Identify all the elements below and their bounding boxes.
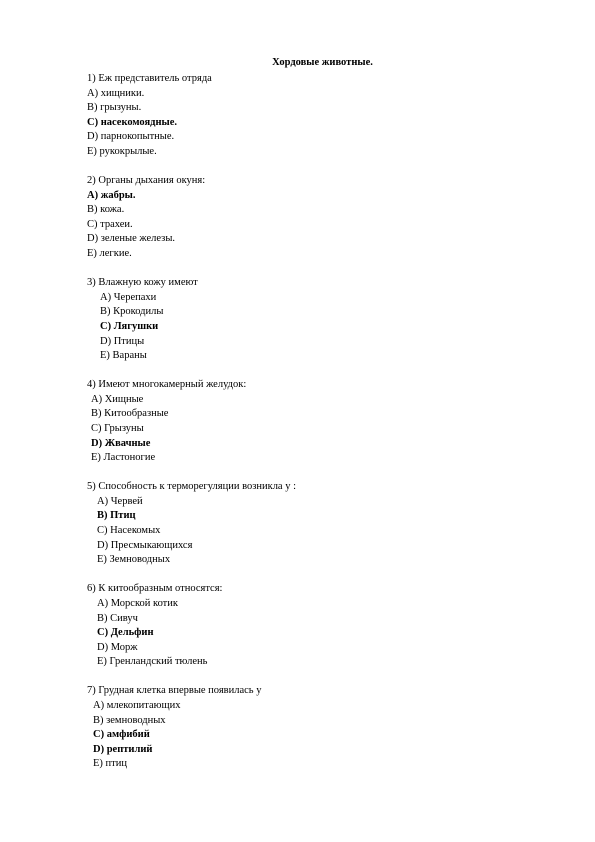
- answer-option-e: Е) легкие.: [87, 248, 132, 260]
- answer-option-b: В) кожа.: [87, 204, 125, 216]
- answer-option-e: Е) Ластоногие: [91, 452, 156, 464]
- answer-option-e: Е) Гренландский тюлень: [97, 656, 208, 668]
- answer-option-c: С) Лягушки: [100, 320, 159, 332]
- answer-option-a: А) Морской котик: [97, 597, 178, 609]
- answer-option-a: А) Черепахи: [100, 291, 157, 303]
- answer-option-b: В) земноводных: [93, 714, 166, 726]
- question-6: [87, 582, 547, 670]
- question-text: 6) К китообразным относятся:: [87, 583, 223, 595]
- question-1: [87, 72, 547, 160]
- question-text: 4) Имеют многокамерный желудок:: [87, 379, 247, 391]
- answer-option-d: D) Жвачные: [91, 437, 151, 449]
- answer-option-d: D) зеленые железы.: [87, 233, 176, 245]
- answer-option-c: С) трахеи.: [87, 218, 133, 230]
- answer-option-e: Е) рукокрылые.: [87, 145, 157, 157]
- question-4: [87, 378, 547, 466]
- answer-option-b: В) Сивуч: [97, 612, 138, 624]
- answer-option-d: D) рептилий: [93, 743, 153, 755]
- answer-option-a: А) хищники.: [87, 87, 145, 99]
- answer-option-e: Е) птиц: [93, 758, 127, 770]
- answer-option-c: С) Дельфин: [97, 627, 154, 639]
- answer-option-b: В) грызуны.: [87, 102, 142, 114]
- answer-option-e: Е) Вараны: [100, 350, 147, 362]
- answer-option-e: Е) Земноводных: [97, 554, 171, 566]
- answer-option-d: D) парнокопытные.: [87, 131, 175, 143]
- question-5: [87, 480, 547, 568]
- question-7: [87, 684, 547, 772]
- answer-option-a: А) Червей: [97, 495, 143, 507]
- answer-option-a: А) млекопитающих: [93, 699, 181, 711]
- answer-option-a: А) Хищные: [91, 393, 144, 405]
- answer-option-b: В) Птиц: [97, 510, 136, 522]
- answer-option-c: С) Насекомых: [97, 525, 161, 537]
- answer-option-a: А) жабры.: [87, 189, 136, 201]
- question-text: 2) Органы дыхания окуня:: [87, 175, 206, 187]
- answer-option-b: В) Китообразные: [91, 408, 169, 420]
- answer-option-c: С) Грызуны: [91, 422, 144, 434]
- question-text: 3) Влажную кожу имеют: [87, 277, 198, 289]
- answer-option-c: С) насекомоядные.: [87, 116, 178, 128]
- answer-option-d: D) Морж: [97, 641, 138, 653]
- answer-option-d: D) Птицы: [100, 335, 145, 347]
- question-text: 7) Грудная клетка впервые появилась у: [87, 685, 262, 697]
- answer-option-c: С) амфибий: [93, 729, 150, 741]
- question-text: 5) Способность к терморегуляции возникла у :: [87, 481, 297, 493]
- question-2: [87, 174, 547, 262]
- page-title: Хордовые животные.: [272, 57, 373, 68]
- question-list: [87, 72, 547, 772]
- answer-option-d: D) Пресмыкающихся: [97, 539, 193, 551]
- question-text: 1) Еж представитель отряда: [87, 73, 212, 84]
- question-3: [87, 276, 547, 364]
- answer-option-b: В) Крокодилы: [100, 306, 164, 318]
